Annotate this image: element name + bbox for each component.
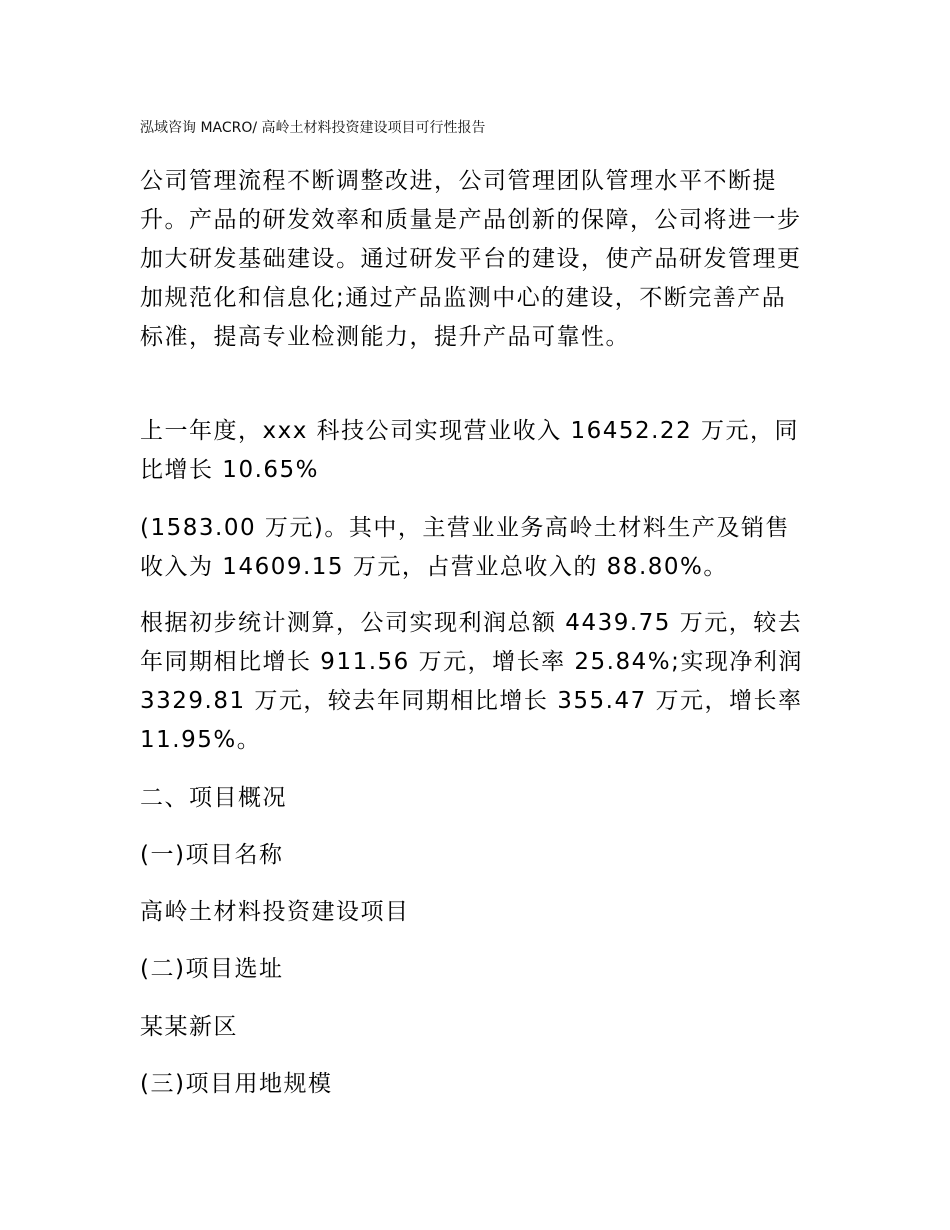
paragraph-management: 公司管理流程不断调整改进，公司管理团队管理水平不断提升。产品的研发效率和质量是产品创新的保障，公司将进一步加大研发基础建设。通过研发平台的建设，使产品研发管理更加规范化和信息化;通过产品监测中心的建设，不断完善产品标准，提高专业检测能力，提升产品可靠性。	[140, 168, 802, 350]
paragraph-main-business: (1583.00 万元)。其中，主营业业务高岭土材料生产及销售收入为 14609.15 万元，占营业总收入的 88.80%。	[140, 515, 790, 580]
page-header: 泓域咨询 MACRO/ 高岭土材料投资建设项目可行性报告	[140, 120, 486, 136]
paragraph-revenue: 上一年度，xxx 科技公司实现营业收入 16452.22 万元，同比增长 10.65%	[140, 418, 800, 483]
subsection-title-project-site: (二)项目选址	[140, 956, 284, 982]
section-title-project-overview: 二、项目概况	[140, 785, 287, 811]
subsection-title-land-scale: (三)项目用地规模	[140, 1071, 333, 1097]
paragraph-profit: 根据初步统计测算，公司实现利润总额 4439.75 万元，较去年同期相比增长 911.56 万元，增长率 25.84%;实现净利润 3329.81 万元，较去年同期相比增长 355.47 万元，增长率 11.95%。	[140, 610, 803, 753]
project-name-value: 高岭土材料投资建设项目	[140, 899, 410, 925]
project-site-value: 某某新区	[140, 1014, 238, 1040]
subsection-title-project-name: (一)项目名称	[140, 842, 284, 868]
